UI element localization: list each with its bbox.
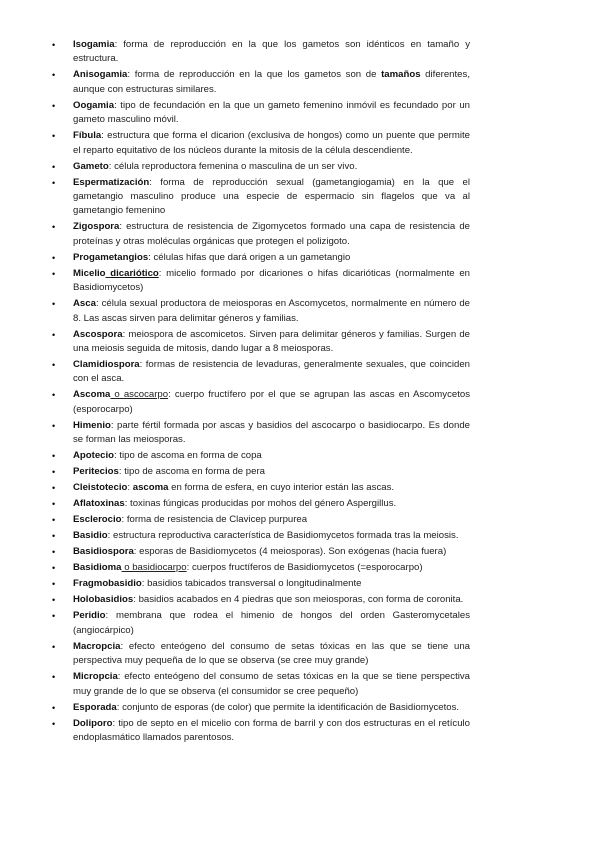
glossary-entry <box>50 267 470 296</box>
glossary-entry <box>50 701 470 715</box>
glossary-entry <box>50 38 470 67</box>
glossary-definition: : toxinas fúngicas producidas por mohos del género Aspergillus. <box>124 498 397 510</box>
bullet-icon: • <box>52 299 56 310</box>
glossary-definition: : forma de reproducción en la que los gametos son de <box>127 69 382 81</box>
glossary-term-part: dicariótico <box>110 267 159 279</box>
glossary-entry <box>50 220 470 249</box>
glossary-definition: en forma de esfera, en cuyo interior están las ascas. <box>168 482 395 494</box>
glossary-definition: : basidios tabicados transversal o longitudinalmente <box>141 578 362 590</box>
bullet-icon: • <box>52 483 56 494</box>
glossary-entry <box>50 609 470 638</box>
bullet-icon: • <box>52 222 56 233</box>
glossary-entry <box>50 717 470 746</box>
glossary-definition: : tipo de ascoma en forma de pera <box>118 466 265 478</box>
glossary-entry <box>50 577 470 591</box>
bullet-icon: • <box>52 467 56 478</box>
glossary-term: Anisogamia <box>73 69 128 81</box>
glossary-definition: : tipo de fecundación en la que un gameto femenino inmóvil es fecundado por un gameto masculino móvil. <box>73 99 470 126</box>
glossary-term: Zigospora <box>73 221 120 233</box>
glossary-term: Esporada <box>73 701 117 713</box>
glossary-term: Doliporo <box>73 717 113 729</box>
glossary-list <box>50 38 470 747</box>
glossary-entry <box>50 561 470 575</box>
glossary-term: Holobasidios <box>73 594 134 606</box>
bullet-icon: • <box>52 390 56 401</box>
glossary-term: Ascoma <box>73 389 111 401</box>
glossary-term: Micelio <box>73 267 106 279</box>
bullet-icon: • <box>52 515 56 526</box>
glossary-entry <box>50 529 470 543</box>
glossary-entry <box>50 297 470 326</box>
bullet-icon: • <box>52 40 56 50</box>
glossary-term: Micropcia <box>73 671 118 683</box>
bullet-icon: • <box>52 563 56 574</box>
bullet-icon: • <box>52 499 56 510</box>
bullet-icon: • <box>52 718 56 729</box>
bullet-icon: • <box>52 360 56 371</box>
glossary-term: Asca <box>73 298 96 310</box>
glossary-definition: : efecto enteógeno del consumo de setas tóxicas en la que se tiene perspectiva muy grande de lo que se observa (el consumidor se cree pequeño) <box>73 671 470 697</box>
bullet-icon: • <box>52 329 56 340</box>
glossary-definition: : cuerpos fructíferos de Basidiomycetos (=esporocarpo) <box>186 562 423 574</box>
glossary-entry <box>50 419 470 448</box>
glossary-entry <box>50 68 470 97</box>
glossary-definition: : célula sexual productora de meiosporas en Ascomycetos, normalmente en número de 8. Las ascas sirven para delimitar géneros y familias. <box>73 298 470 324</box>
bullet-icon: • <box>52 252 56 263</box>
glossary-term: Basidioma <box>73 562 122 574</box>
glossary-term-part: tamaños <box>381 69 421 81</box>
glossary-definition: : efecto enteógeno del consumo de setas tóxicas en las que se tiene una perspectiva muy pequeña de lo que se observa (se cree muy grande) <box>73 640 470 667</box>
glossary-term-part: ascoma <box>132 482 169 494</box>
bullet-icon: • <box>52 531 56 542</box>
glossary-entry <box>50 129 470 158</box>
glossary-definition: : forma de resistencia de Clavicep purpurea <box>121 514 308 526</box>
glossary-term: Espermatización <box>73 176 150 188</box>
glossary-definition: : tipo de ascoma en forma de copa <box>114 450 262 462</box>
glossary-definition: : parte fértil formada por ascas y basidios del ascocarpo o basidiocarpo. Es donde se forman las meiosporas. <box>73 419 470 446</box>
glossary-entry <box>50 449 470 463</box>
glossary-term: Peridio <box>73 610 106 622</box>
glossary-definition: : célula reproductora femenina o masculina de un ser vivo. <box>108 160 358 172</box>
glossary-definition: : formas de resistencia de levaduras, generalmente sexuales, que coinciden con el asca. <box>73 359 470 385</box>
glossary-entry <box>50 481 470 495</box>
glossary-definition: : <box>127 482 133 494</box>
glossary-definition: o basidiocarpo <box>121 562 187 574</box>
glossary-term: Apotecio <box>73 450 115 462</box>
glossary-entry <box>50 176 470 219</box>
glossary-term: Basidiospora <box>73 546 134 558</box>
glossary-definition: : estructura reproductiva característica de Basidiomycetos formada tras la meiosis. <box>107 530 459 542</box>
glossary-entry <box>50 513 470 527</box>
glossary-term: Gameto <box>73 160 109 172</box>
bullet-icon: • <box>52 641 56 652</box>
glossary-definition: : membrana que rodea el himenio de hongos del orden Gasteromycetales (angiocárpico) <box>73 610 470 636</box>
glossary-term: Peritecios <box>73 466 119 478</box>
glossary-entry <box>50 465 470 479</box>
glossary-term: Progametangios <box>73 251 149 263</box>
glossary-term: Basidio <box>73 530 108 542</box>
glossary-term: Himenio <box>73 419 111 431</box>
bullet-icon: • <box>52 547 56 558</box>
glossary-term: Esclerocio <box>73 514 122 526</box>
bullet-icon: • <box>52 451 56 462</box>
glossary-entry <box>50 99 470 128</box>
glossary-entry <box>50 640 470 669</box>
glossary-definition: : estructura de resistencia de Zigomycetos formado una capa de resistencia de proteínas y otras moléculas orgánicas que protegen el polizigoto. <box>73 221 470 247</box>
glossary-entry <box>50 388 470 417</box>
glossary-term: Cleistotecio <box>73 482 128 494</box>
glossary-definition: : micelio formado por dicariones o hifas dicarióticas (normalmente en Basidiomycetos) <box>73 267 470 294</box>
glossary-definition: : cuerpo fructífero por el que se agrupan las ascas en Ascomycetos (esporocarpo) <box>73 389 470 415</box>
glossary-entry <box>50 160 470 174</box>
glossary-term: Clamidiospora <box>73 359 140 371</box>
glossary-entry <box>50 670 470 699</box>
glossary-definition: : células hifas que dará origen a un gametangio <box>148 251 351 263</box>
glossary-definition: : forma de reproducción en la que los gametos son idénticos en tamaño y estructura. <box>73 39 470 65</box>
glossary-definition: : basidios acabados en 4 piedras que son meiosporas, con forma de coronita. <box>133 594 464 606</box>
glossary-entry <box>50 545 470 559</box>
glossary-term: Fíbula <box>73 130 102 142</box>
glossary-term: Fragmobasidio <box>73 578 142 590</box>
glossary-entry <box>50 328 470 357</box>
bullet-icon: • <box>52 420 56 431</box>
glossary-term: Oogamia <box>73 99 115 111</box>
bullet-icon: • <box>52 595 56 606</box>
bullet-icon: • <box>52 268 56 279</box>
bullet-icon: • <box>52 702 56 713</box>
glossary-term: Ascospora <box>73 328 123 340</box>
glossary-term: Isogamia <box>73 39 115 50</box>
glossary-definition: : tipo de septo en el micelio con forma de barril y con dos estructuras en el retículo endoplasmático llamados parentosos. <box>73 717 470 743</box>
glossary-term: Macropcia <box>73 640 121 652</box>
bullet-icon: • <box>52 672 56 683</box>
glossary-definition: : esporas de Basidiomycetos (4 meiosporas). Son exógenas (hacia fuera) <box>133 546 447 558</box>
glossary-definition: : forma de reproducción sexual (gametangiogamia) en la que el gametangio masculino produce una especie de espermacio sin flagelos que va al gametangio femenino <box>73 176 470 217</box>
glossary-definition: : meiospora de ascomicetos. Sirven para delimitar géneros y familias. Surgen de una meiosis seguida de mitosis, dando lugar a 8 meiosporas. <box>73 328 470 355</box>
glossary-entry <box>50 358 470 387</box>
glossary-entry <box>50 251 470 265</box>
bullet-icon: • <box>52 100 56 111</box>
bullet-icon: • <box>52 579 56 590</box>
glossary-entry <box>50 497 470 511</box>
glossary-entry <box>50 593 470 607</box>
bullet-icon: • <box>52 611 56 622</box>
glossary-definition: o ascocarpo <box>110 389 169 401</box>
bullet-icon: • <box>52 177 56 188</box>
glossary-term: Aflatoxinas <box>73 498 125 510</box>
bullet-icon: • <box>52 131 56 142</box>
bullet-icon: • <box>52 161 56 172</box>
glossary-definition: : estructura que forma el dicarion (exclusiva de hongos) como un puente que permite el reparto equitativo de los núcleos durante la mitosis de la célula descendiente. <box>73 130 470 156</box>
glossary-definition: : conjunto de esporas (de color) que permite la identificación de Basidiomycetos. <box>116 701 460 713</box>
glossary-definition: diferentes, aunque con estructuras similares. <box>73 69 470 95</box>
bullet-icon: • <box>52 70 56 81</box>
